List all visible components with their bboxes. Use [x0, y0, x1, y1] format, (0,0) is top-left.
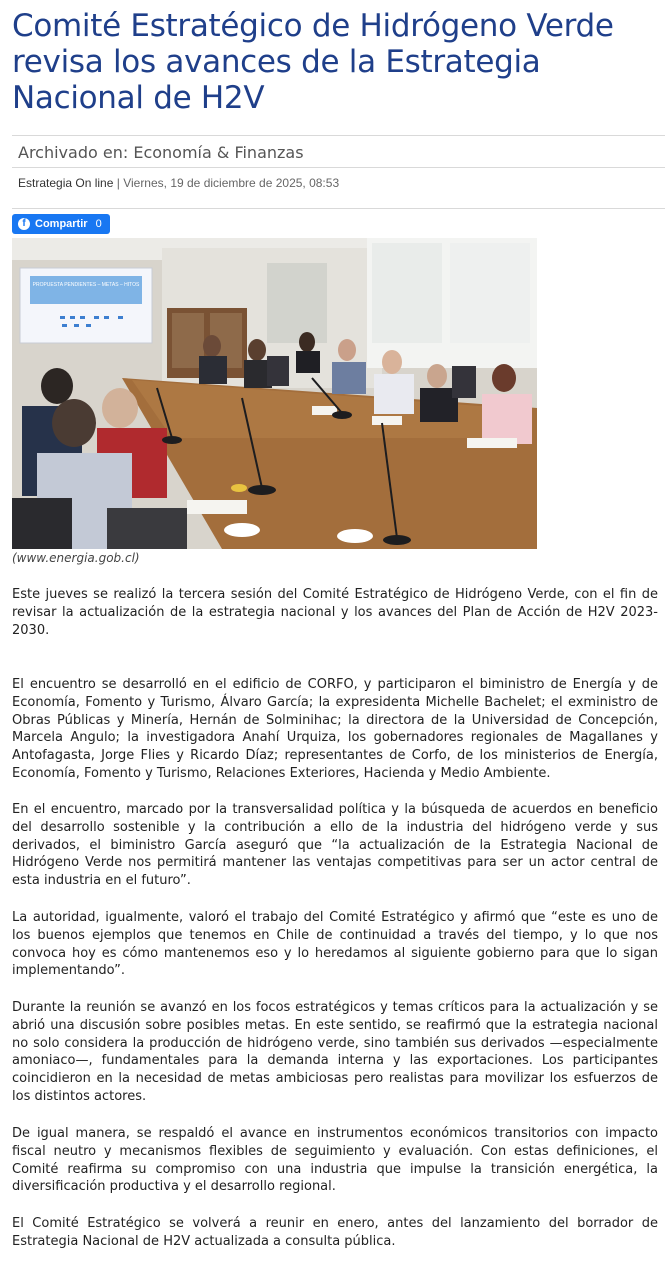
- publish-date: Viernes, 19 de diciembre de 2025, 08:53: [123, 176, 340, 190]
- article-paragraph: El Comité Estratégico se volverá a reunir en enero, antes del lanzamiento del borrador de Estrategia Nacional de H2V actualizada a consulta pública.: [12, 1216, 658, 1249]
- screen-text: PROPUESTA PENDIENTES – METAS – HITOS: [32, 282, 140, 288]
- byline-separator: |: [113, 176, 124, 190]
- share-count: 0: [95, 218, 102, 230]
- facebook-share-button[interactable]: [12, 214, 110, 234]
- divider: [12, 208, 665, 209]
- article-photo: [12, 238, 537, 549]
- article-paragraph: La autoridad, igualmente, valoró el trabajo del Comité Estratégico y afirmó que “este es uno de los buenos ejemplos que tenemos en Chile de continuidad a través del tiempo, y lo que nos convoca hoy es cómo mantenemos eso y lo heredamos al siguiente gobierno para que lo sigan implementando”.: [12, 910, 658, 979]
- meeting-photo-illustration: [12, 238, 537, 549]
- divider: [12, 135, 665, 136]
- article-paragraph: El encuentro se desarrolló en el edificio de CORFO, y participaron el biministro de Energía y de Economía, Fomento y Turismo, Álvaro García; la expresidenta Michelle Bachelet; el exministro de Obras Públicas y Minería, Hernán de Solminihac; la directora de la Universidad de Concepción, Marcela Angulo; la investigadora Anahí Urquiza, los gobernadores regionales de Magallanes y Antofagasta, Jorge Flies y Ricardo Díaz; representantes de Corfo, de los ministerios de Energía, Economía, Fomento y Turismo, Relaciones Exteriores, Hacienda y Medio Ambiente.: [12, 677, 658, 781]
- share-label: Compartir: [35, 218, 88, 230]
- article-paragraph: Durante la reunión se avanzó en los focos estratégicos y temas críticos para la actualización y se abrió una discusión sobre posibles metas. En este sentido, se reafirmó que la estrategia nacional no solo considera la producción de hidrógeno verde, sino también sus derivados —especialmente amoniaco—, fundamentales para la demanda interna y las exportaciones. Los participantes coincidieron en la necesidad de metas ambiciosas pero realistas para movilizar los esfuerzos de los distintos actores.: [12, 1000, 658, 1104]
- article-paragraph: Este jueves se realizó la tercera sesión del Comité Estratégico de Hidrógeno Verde, con el fin de revisar la actualización de la estrategia nacional y los avances del Plan de Acción de H2V 2023-2030.: [12, 587, 658, 638]
- category-link[interactable]: Economía & Finanzas: [133, 143, 304, 162]
- photo-caption: (www.energia.gob.cl): [12, 551, 140, 565]
- article-paragraph: De igual manera, se respaldó el avance en instrumentos económicos transitorios con impacto fiscal neutro y mecanismos flexibles de seguimiento y evaluación. Con estas definiciones, el Comité reafirma su compromiso con una industria que impulse la transición energética, la diversificación productiva y el desarrollo regional.: [12, 1126, 658, 1195]
- divider: [12, 167, 665, 168]
- archived-label: Archivado en:: [18, 143, 129, 162]
- byline: [18, 176, 339, 190]
- archived-in: [18, 143, 304, 162]
- article-title: Comité Estratégico de Hidrógeno Verde revisa los avances de la Estrategia Nacional de H2V: [12, 8, 614, 116]
- source-name: Estrategia On line: [18, 176, 114, 190]
- article-paragraph: En el encuentro, marcado por la transversalidad política y la búsqueda de acuerdos en beneficio del desarrollo sostenible y la contribución a ello de la industria del hidrógeno verde y sus derivados, el biministro García aseguró que “la actualización de la Estrategia Nacional de Hidrógeno Verde nos permitirá mantener las ventajas competitivas para ser un actor central de esta industria en el futuro”.: [12, 802, 658, 889]
- facebook-icon: f: [18, 218, 30, 230]
